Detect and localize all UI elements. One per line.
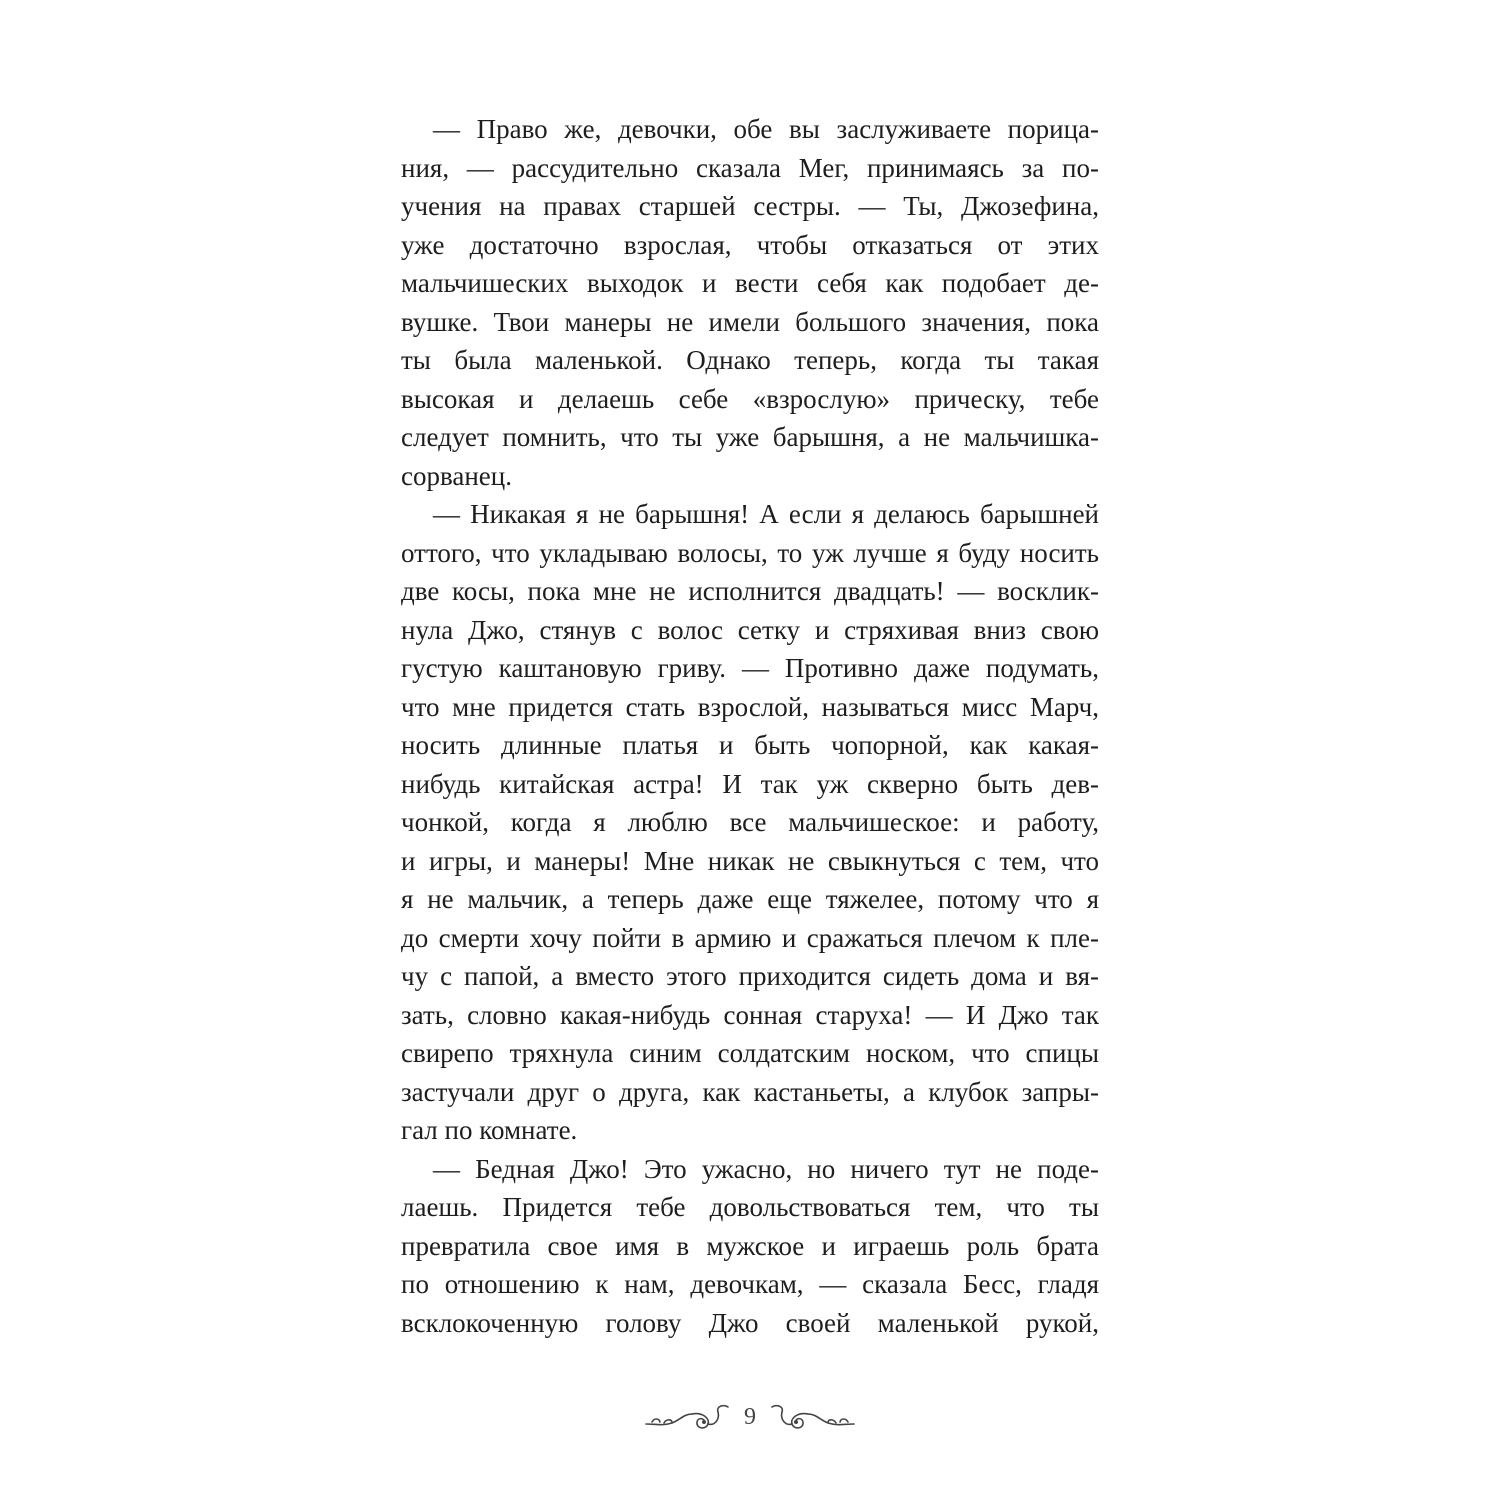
page-number: 9 <box>744 1404 756 1430</box>
text-line: лаешь. Придется тебе довольствоваться тем, что ты <box>401 1192 1099 1222</box>
text-line: сорванец. <box>401 460 512 491</box>
text-line: нула Джо, стянув с волос сетку и стряхивая вниз свою <box>401 614 1099 645</box>
text-line: чу с папой, а вместо этого приходится сидеть дома и вя- <box>401 961 1099 991</box>
text-line: мальчишеских выходок и вести себя как подобает де- <box>401 268 1099 298</box>
text-line: следует помнить, что ты уже барышня, а не мальчишка- <box>401 422 1099 452</box>
text-line: свирепо тряхнула синим солдатским носком, что спицы <box>401 1038 1099 1068</box>
text-line: всклокоченную голову Джо своей маленькой рукой, <box>401 1307 1099 1338</box>
text-line: ния, — рассудительно сказала Мег, принимаясь за по- <box>401 152 1099 183</box>
text-line: застучали друг о друга, как кастаньеты, а клубок запры- <box>401 1076 1099 1107</box>
text-line: две косы, пока мне не исполнится двадцать! — восклик- <box>401 576 1099 606</box>
body-text <box>401 110 1099 1342</box>
text-line: уже достаточно взрослая, чтобы отказаться от этих <box>401 229 1099 260</box>
text-line: учения на правах старшей сестры. — Ты, Джозефина, <box>401 191 1099 221</box>
text-line: чонкой, когда я люблю все мальчишеское: и работу, <box>401 807 1099 837</box>
right-ornament-icon <box>766 1402 856 1432</box>
text-line: — Бедная Джо! Это ужасно, но ничего тут не поде- <box>433 1153 1099 1184</box>
text-line: — Никакая я не барышня! А если я делаюсь барышней <box>433 499 1099 529</box>
page-footer <box>640 1395 860 1439</box>
left-ornament-icon <box>644 1402 734 1432</box>
text-line: зать, словно какая-нибудь сонная старуха! — И Джо так <box>401 999 1099 1030</box>
text-line: вушке. Твои манеры не имели большого значения, пока <box>401 306 1099 337</box>
text-line: — Право же, девочки, обе вы заслуживаете порица- <box>433 114 1099 144</box>
text-line: оттого, что укладываю волосы, то уж лучше я буду носить <box>401 537 1099 568</box>
text-line: носить длинные платья и быть чопорной, как какая- <box>401 730 1099 760</box>
text-line: я не мальчик, а теперь даже еще тяжелее, потому что я <box>401 884 1099 914</box>
text-line: что мне придется стать взрослой, называться мисс Марч, <box>401 691 1099 722</box>
text-line: гал по комнате. <box>401 1115 578 1145</box>
text-line: превратила свое имя в мужское и играешь роль брата <box>401 1230 1099 1261</box>
text-line: и игры, и манеры! Мне никак не свыкнуться с тем, что <box>401 845 1099 876</box>
text-line: ты была маленькой. Однако теперь, когда ты такая <box>401 345 1099 375</box>
text-line: до смерти хочу пойти в армию и сражаться плечом к пле- <box>401 922 1099 953</box>
text-line: по отношению к нам, девочкам, — сказала Бесс, гладя <box>401 1269 1099 1299</box>
text-line: густую каштановую гриву. — Противно даже подумать, <box>401 653 1099 683</box>
text-line: нибудь китайская астра! И так уж скверно быть дев- <box>401 768 1099 799</box>
text-line: высокая и делаешь себе «взрослую» прическу, тебе <box>401 383 1099 414</box>
